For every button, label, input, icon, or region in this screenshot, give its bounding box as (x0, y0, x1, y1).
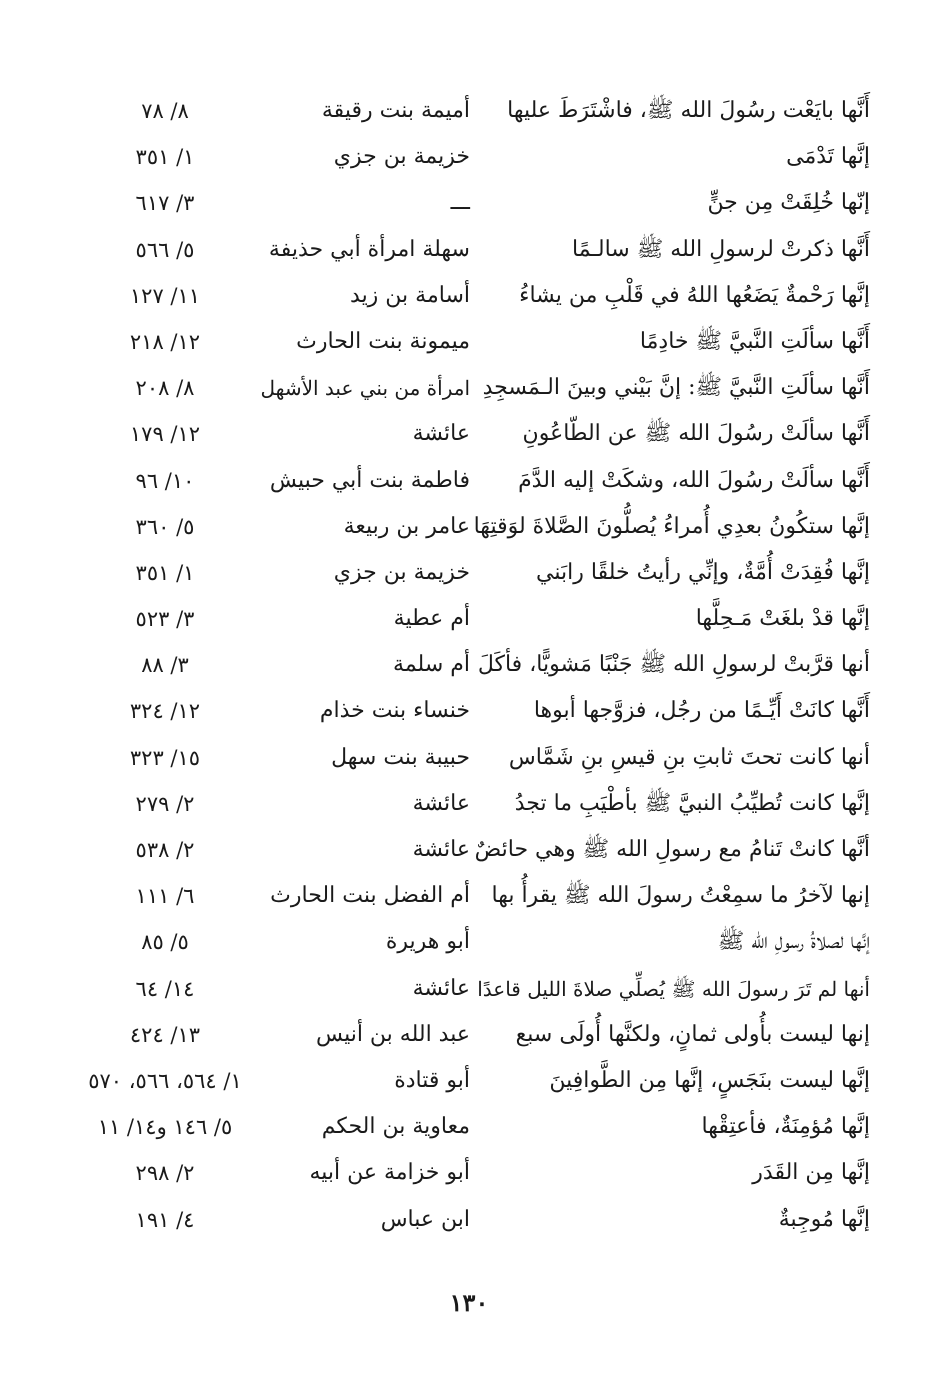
index-row (70, 827, 870, 873)
index-row (70, 550, 870, 596)
narrator-name: أبو خزامة عن أبيه (309, 1160, 470, 1186)
narrator-name: خنساء بنت خذام (319, 698, 470, 724)
hadith-text: أَنَّها سألَتْ رسُولَ الله ﷺ عن الطّاعُونِ (522, 421, 870, 447)
hadith-text: إنَّها مُوجِبةٌ (778, 1206, 870, 1232)
narrator-name: فاطمة بنت أبي حبيش (269, 467, 470, 493)
volume-page-ref: ٥/ ٥٦٦ (135, 237, 195, 262)
narrator-name: أسامة بن زيد (350, 282, 470, 308)
volume-page-ref: ١١/ ١٢٧ (129, 283, 201, 308)
volume-page-ref: ٨/ ٧٨ (141, 99, 189, 123)
volume-page-ref: ١/ ٣٥١ (135, 560, 195, 585)
narrator-name: سهلة امرأة أبي حذيفة (268, 236, 470, 262)
index-row (70, 966, 870, 1012)
volume-page-ref: ٣/ ٥٢٣ (135, 607, 195, 632)
volume-page-ref: ١/ ٣٥١ (135, 145, 195, 170)
volume-page-ref: ٢/ ٢٧٩ (135, 791, 195, 816)
index-row (70, 919, 870, 965)
index-row (70, 227, 870, 273)
narrator-name: خزيمة بن جزي (333, 144, 470, 170)
narrator-name: أم الفضل بنت الحارث (270, 883, 470, 909)
volume-page-ref: ٥/ ٣٦٠ (135, 514, 195, 539)
hadith-text: إنها لآخرُ ما سمِعْتُ رسولَ الله ﷺ يقرأُ بها (491, 883, 870, 909)
hadith-text: إنَّها مُؤمِنَةٌ، فأعتِقْها (701, 1114, 870, 1140)
volume-page-ref: ١٢/ ٣٢٤ (129, 699, 201, 724)
index-row (70, 88, 870, 134)
volume-page-ref: ٣/ ٦١٧ (135, 191, 195, 216)
narrator-name: عائشة (412, 975, 470, 1001)
hadith-text: إنّها خُلِقَتْ مِن جنٍّ (707, 190, 870, 216)
volume-page-ref: ٦/ ١١١ (135, 884, 195, 909)
narrator-name: ميمونة بنت الحارث (296, 328, 470, 354)
narrator-name: أم سلمة (393, 652, 470, 678)
narrator-name: عائشة (412, 421, 470, 447)
narrator-name: أميمة بنت رقيقة (321, 98, 470, 123)
narrator-name: ـــ (450, 190, 470, 216)
narrator-name: عائشة (412, 837, 470, 862)
volume-page-ref: ١٢/ ٢١٨ (129, 329, 201, 354)
narrator-name: ابن عباس (380, 1206, 470, 1232)
narrator-name: امرأة من بني عبد الأشهل (260, 376, 470, 401)
volume-page-ref: ٣/ ٨٨ (141, 653, 189, 678)
index-row (70, 180, 870, 226)
index-row (70, 642, 870, 688)
hadith-index-table (70, 88, 870, 1243)
narrator-name: أبو هريرة (385, 929, 470, 955)
index-row (70, 1197, 870, 1243)
narrator-name: خزيمة بن جزي (333, 559, 470, 585)
index-row (70, 411, 870, 457)
hadith-text: إنَّها رَحْمةٌ يَضَعُها اللهُ في قَلْبِ من يشاءُ (519, 282, 870, 308)
volume-page-ref: ٨/ ٢٠٨ (135, 376, 195, 401)
volume-page-ref: ٢/ ٥٣٨ (135, 838, 195, 862)
hadith-text: أَنَّها ذكرتْ لرسولِ الله ﷺ سالـمًا (572, 236, 870, 262)
hadith-text: أَنَّها سألَتِ النَّبيَّ ﷺ: إنَّ بَيْني وبينَ الـمَسجِدِ (482, 375, 870, 401)
volume-page-ref: ١/ ٥٦٤، ٥٦٦، ٥٧٠ (88, 1068, 242, 1093)
narrator-name: عامر بن ربيعة (343, 513, 470, 539)
index-row (70, 1104, 870, 1150)
index-row (70, 273, 870, 319)
hadith-text: إنَّها لصلاةُ رسولِ الله ﷺ (717, 929, 870, 955)
volume-page-ref: ١٢/ ١٧٩ (129, 422, 201, 447)
index-row (70, 781, 870, 827)
index-row (70, 1012, 870, 1058)
volume-page-ref: ٥/ ١٤٦ و١٤/ ١١ (97, 1115, 233, 1140)
hadith-text: إنها ليست بأُولى ثمانٍ، ولكنَّها أُولَى سبع (515, 1021, 870, 1047)
hadith-text: إنَّها تَدْمَى (786, 144, 870, 170)
narrator-name: عبد الله بن أنيس (316, 1021, 470, 1047)
index-row (70, 688, 870, 734)
index-row (70, 735, 870, 781)
hadith-text: أَنَّها سألَتْ رسُولَ الله، وشكَتْ إليه الدَّمَ (518, 467, 870, 493)
hadith-text: إنَّها فُقِدَتْ أُمَّةٌ، وإنِّي رأيتُ خلقًا رابَني (536, 559, 870, 585)
volume-page-ref: ٤/ ١٩١ (135, 1207, 195, 1232)
hadith-text: إنَّها ليست بنَجَسٍ، إنَّها مِن الطَّوافِينَ (549, 1067, 870, 1093)
volume-page-ref: ١٣/ ٤٢٤ (129, 1022, 201, 1047)
index-row (70, 134, 870, 180)
index-row (70, 873, 870, 919)
index-row (70, 1058, 870, 1104)
hadith-text: أنها قرَّبتْ لرسولِ الله ﷺ جَنْبًا مَشويًّا، فأكَلَ (477, 652, 870, 678)
page-number: ١٣٠ (449, 1288, 489, 1317)
volume-page-ref: ٢/ ٢٩٨ (135, 1161, 195, 1186)
index-row (70, 1150, 870, 1196)
narrator-name: أبو قتادة (394, 1067, 470, 1093)
hadith-text: إنَّها كانت تُطيِّبُ النبيَّ ﷺ بأطْيَبِ ما تجدُ (514, 790, 870, 816)
volume-page-ref: ١٤/ ٦٤ (135, 976, 195, 1001)
narrator-name: حبيبة بنت سهل (331, 744, 470, 770)
hadith-text: أَنَّها بايَعْت رسُولَ الله ﷺ، فاشْتَرَطَ عليها (507, 98, 870, 123)
index-row (70, 596, 870, 642)
hadith-text: إنَّها ستكُونُ بعدِي أُمراءُ يُصلُّونَ الصَّلاةَ لوَقتِهَا (473, 513, 870, 539)
narrator-name: أم عطية (393, 606, 470, 632)
hadith-text: أنَّها كانتْ تَنامُ مع رسولِ الله ﷺ وهي حائضٌ (474, 837, 870, 862)
index-row (70, 504, 870, 550)
index-row (70, 319, 870, 365)
volume-page-ref: ١٠/ ٩٦ (135, 468, 195, 493)
hadith-text: أَنَّها كانَتْ أَيِّـمًا من رجُل، فزوَّجها أبوها (533, 698, 870, 724)
hadith-text: إنَّها قدْ بلغَتْ مَـحِلَّها (695, 606, 870, 632)
volume-page-ref: ٥/ ٨٥ (141, 930, 189, 955)
hadith-text: أَنَّها سألَتِ النَّبيَّ ﷺ خادِمًا (639, 328, 870, 354)
hadith-text: أنها كانت تحتَ ثابتِ بنِ قيسِ بنِ شَمَّاس (508, 744, 870, 770)
index-row (70, 458, 870, 504)
index-row (70, 365, 870, 411)
hadith-text: أنها لم تَرَ رسولَ الله ﷺ يُصلِّي صلاةَ الليل قاعدًا (477, 976, 870, 1001)
hadith-text: إنَّها مِن القَدَر (752, 1160, 870, 1186)
volume-page-ref: ١٥/ ٣٢٣ (129, 745, 201, 770)
narrator-name: معاوية بن الحكم (321, 1114, 470, 1140)
narrator-name: عائشة (412, 790, 470, 816)
